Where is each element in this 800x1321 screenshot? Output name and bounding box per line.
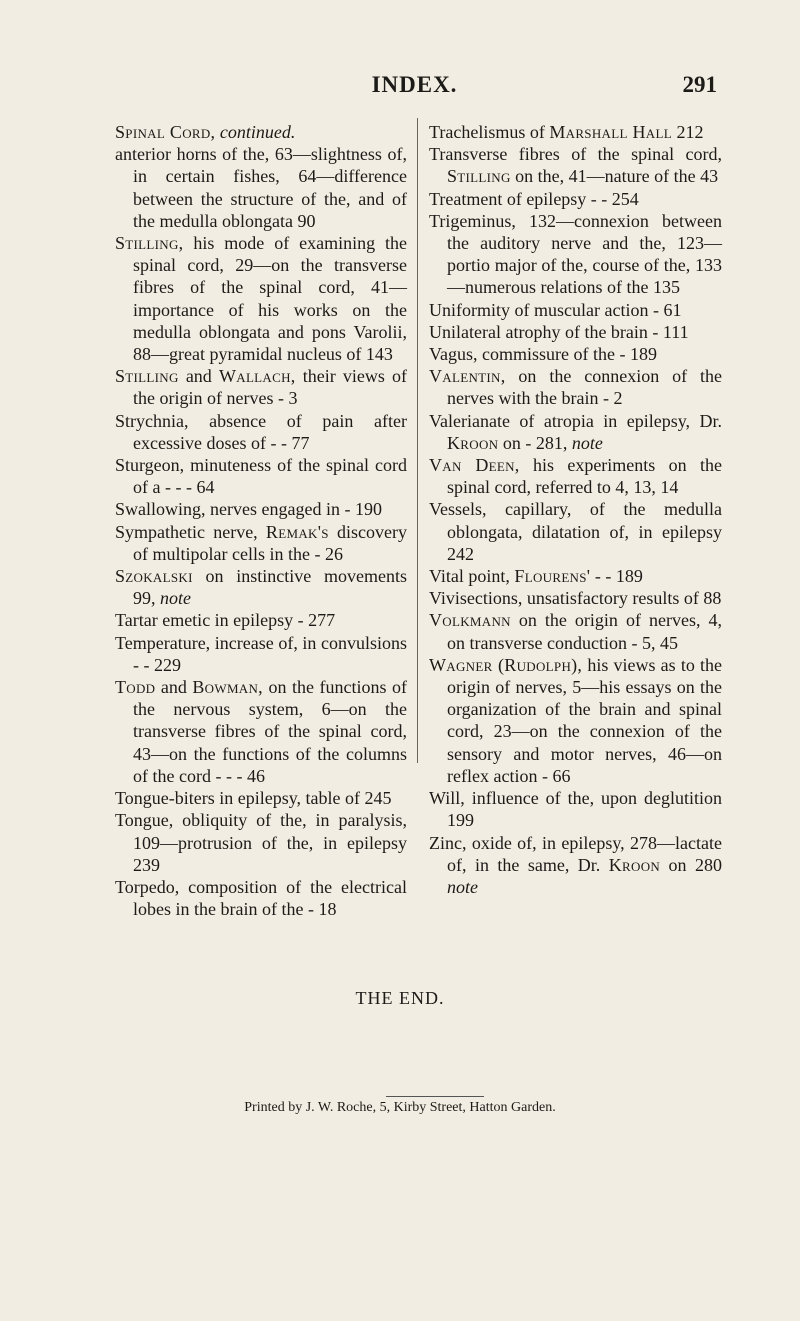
index-entry: Transverse fibres of the spinal cord, Stilling on the, 41—nature of the 43 — [429, 144, 722, 187]
index-entry: Volkmann on the origin of nerves, 4, on transverse conduction - 5, 45 — [429, 610, 722, 653]
index-entry: Trigeminus, 132—connexion between the auditory nerve and the, 123—portio major of the, course of the, 133—numerous relations of the 135 — [429, 210, 722, 298]
index-entry: Valentin, on the connexion of the nerves with the brain - 2 — [429, 366, 722, 409]
index-entry: Treatment of epilepsy - - 254 — [429, 188, 639, 209]
index-entry: Unilateral atrophy of the brain - 111 — [429, 321, 689, 342]
index-column-right — [429, 121, 722, 898]
index-entry: Tongue, obliquity of the, in paralysis, 109—protrusion of the, in epilepsy 239 — [115, 810, 407, 875]
index-entry: anterior horns of the, 63—slightness of, in certain fishes, 64—difference between the structure of the, and of the medulla oblongata 90 — [115, 144, 407, 231]
index-entry: Vivisections, unsatisfactory results of 88 — [429, 588, 722, 609]
index-column-left — [115, 121, 407, 920]
index-entry: Temperature, increase of, in convulsions - - 229 — [115, 632, 407, 675]
index-entry: Swallowing, nerves engaged in - 190 — [115, 499, 382, 520]
index-entry: Sympathetic nerve, Remak's discovery of multipolar cells in the - 26 — [115, 521, 407, 564]
index-entry: Vital point, Flourens' - - 189 — [429, 566, 643, 587]
index-entry: Trachelismus of Marshall Hall 212 — [429, 122, 704, 142]
footer-rule — [386, 1096, 484, 1097]
index-entry: Wagner (Rudolph), his views as to the origin of nerves, 5—his essays on the organization of the brain and spinal cord, 23—on the connexion of the sensory and motor nerves, 46—on reflex action - 66 — [429, 654, 722, 786]
index-entry: Valerianate of atropia in epilepsy, Dr. Kroon on - 281, note — [429, 410, 722, 453]
index-entry: Will, influence of the, upon deglutition 199 — [429, 788, 722, 831]
index-entry: Uniformity of muscular action - 61 — [429, 299, 682, 320]
index-entry: Torpedo, composition of the electrical lobes in the brain of the - 18 — [115, 876, 407, 920]
page-title: INDEX. — [371, 72, 458, 97]
index-entry: Spinal Cord, continued. — [115, 122, 296, 142]
index-entry: Sturgeon, minuteness of the spinal cord of a - - - 64 — [115, 455, 407, 498]
index-entry: Zinc, oxide of, in epilepsy, 278—lactate of, in the same, Dr. Kroon on 280 note — [429, 832, 722, 897]
index-entry: Tongue-biters in epilepsy, table of 245 — [115, 788, 392, 809]
index-entry: Stilling, his mode of examining the spinal cord, 29—on the transverse fibres of the spinal cord, 41—importance of his works on the medulla oblongata and pons Varolii, 88—great pyramidal nucleus of 143 — [115, 233, 407, 365]
index-entry: Tartar emetic in epilepsy - 277 — [115, 610, 336, 631]
index-entry: Szokalski on instinctive movements 99, note — [115, 566, 407, 609]
page-header — [112, 72, 717, 102]
index-entry: Todd and Bowman, on the functions of the nervous system, 6—on the transverse fibres of the spinal cord, 43—on the functions of the columns of the cord - - - 46 — [115, 677, 407, 786]
index-entry: Vessels, capillary, of the medulla oblongata, dilatation of, in epilepsy 242 — [429, 499, 722, 564]
page-number: 291 — [682, 72, 717, 97]
index-entry: Stilling and Wallach, their views of the origin of nerves - 3 — [115, 366, 407, 409]
printer-imprint: Printed by J. W. Roche, 5, Kirby Street, Hatton Garden. — [244, 1100, 556, 1115]
index-entry: Vagus, commissure of the - 189 — [429, 344, 657, 365]
column-divider — [417, 118, 418, 763]
index-entry: Strychnia, absence of pain after excessive doses of - - 77 — [115, 410, 407, 453]
the-end-text: THE END. — [355, 988, 445, 1008]
index-entry: Van Deen, his experiments on the spinal cord, referred to 4, 13, 14 — [429, 455, 723, 498]
